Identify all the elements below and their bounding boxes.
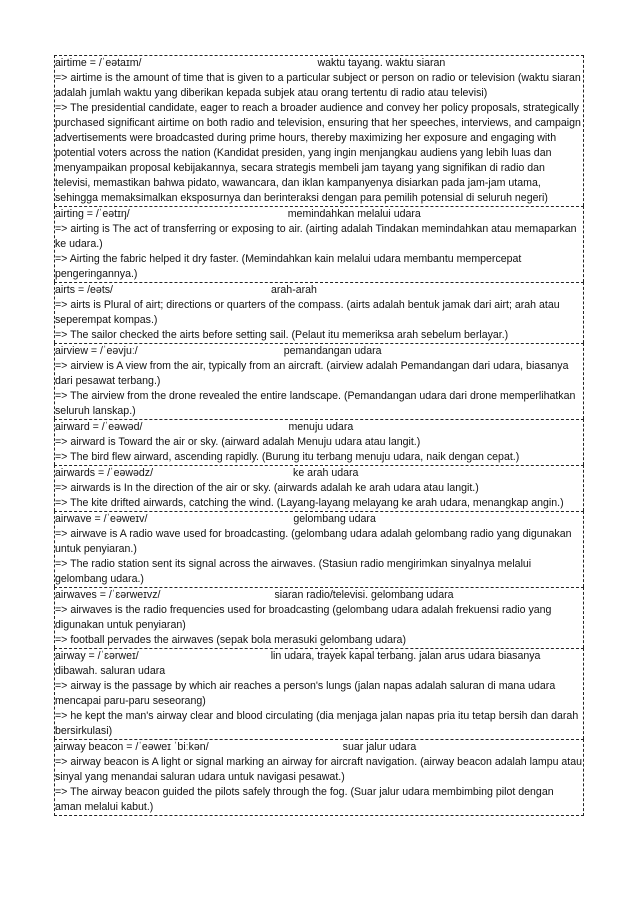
entry-airway-beacon: [54, 739, 584, 816]
headword-line: [55, 466, 583, 481]
meaning: lin udara, trayek kapal terbang. jalan arus udara biasanya dibawah. saluran udara: [55, 650, 541, 677]
entry-airway: [54, 648, 584, 739]
definition-line: => airwave is A radio wave used for broadcasting. (gelombang udara adalah gelombang radio yang digunakan untuk penyiaran.): [55, 528, 572, 555]
headword-line: [55, 512, 583, 527]
definition-line: => airview is A view from the air, typically from an aircraft. (airview adalah Pemandangan dari udara, biasanya dari pesawat terbang.): [55, 360, 569, 387]
headword-line: [55, 283, 583, 298]
entry-airwaves: [54, 587, 584, 648]
definition-line: => airwaves is the radio frequencies used for broadcasting (gelombang udara adalah frekuensi radio yang digunakan untuk penyiaran): [55, 604, 552, 631]
example-line: => Airting the fabric helped it dry faster. (Memindahkan kain melalui udara membantu mempercepat pengeringannya.): [55, 253, 522, 280]
example-line: => The airview from the drone revealed the entire landscape. (Pemandangan udara dari drone memperlihatkan seluruh lanskap.): [55, 390, 576, 417]
headword-line: [55, 740, 583, 755]
definition-line: => airway beacon is A light or signal marking an airway for aircraft navigation. (airway beacon adalah lampu atau sinyal yang menandai saluran udara untuk navigasi pesawat.): [55, 756, 583, 783]
definition-line: => airway is the passage by which air reaches a person's lungs (jalan napas adalah saluran di mana udara mencapai paru-paru seseorang): [55, 680, 556, 707]
headword: airwards = /ˈeəwədz/: [55, 467, 154, 479]
entry-airwards: [54, 465, 584, 511]
headword-line: [55, 56, 583, 71]
meaning: ke arah udara: [293, 467, 359, 479]
meaning: suar jalur udara: [342, 741, 417, 753]
headword-line: [55, 207, 583, 222]
headword-line: [55, 588, 583, 603]
headword-line: [55, 420, 583, 435]
headword: airview = /ˈeəvjuː/: [55, 345, 138, 357]
headword: airwave = /ˈeəweɪv/: [55, 513, 148, 525]
definition-line: => airward is Toward the air or sky. (airward adalah Menuju udara atau langit.): [55, 436, 421, 448]
entry-airting: [54, 206, 584, 282]
example-line: => he kept the man's airway clear and blood circulating (dia menjaga jalan napas pria itu tetap bersih dan darah bersirkulasi): [55, 710, 579, 737]
example-line: => The sailor checked the airts before setting sail. (Pelaut itu memeriksa arah sebelum berlayar.): [55, 329, 509, 341]
headword: airway beacon = /ˈeəweɪ ˈbiːkən/: [55, 741, 209, 753]
meaning: menuju udara: [288, 421, 354, 433]
dictionary-page: [54, 55, 584, 816]
headword: airward = /ˈeəwəd/: [55, 421, 143, 433]
meaning: pemandangan udara: [283, 345, 382, 357]
meaning: arah-arah: [271, 284, 317, 296]
meaning: waktu tayang. waktu siaran: [317, 57, 446, 69]
example-line: => The kite drifted airwards, catching the wind. (Layang-layang melayang ke arah udara, menangkap angin.): [55, 497, 564, 509]
entry-airview: [54, 343, 584, 419]
headword: airting = /ˈeətɪŋ/: [55, 208, 130, 220]
entry-airwave: [54, 511, 584, 587]
meaning: siaran radio/televisi. gelombang udara: [274, 589, 454, 601]
example-line: => The bird flew airward, ascending rapidly. (Burung itu terbang menuju udara, naik dengan cepat.): [55, 451, 520, 463]
headword: airway = /ˈɛərweɪ/: [55, 650, 139, 662]
example-line: => The radio station sent its signal across the airwaves. (Stasiun radio mengirimkan sinyalnya melalui gelombang udara.): [55, 558, 532, 585]
meaning: memindahkan melalui udara: [287, 208, 421, 220]
definition-line: => airwards is In the direction of the air or sky. (airwards adalah ke arah udara atau langit.): [55, 482, 479, 494]
headword-line: [55, 649, 583, 679]
headword: airtime = /ˈeətaɪm/: [55, 57, 142, 69]
example-line: => football pervades the airwaves (sepak bola merasuki gelombang udara): [55, 634, 406, 646]
headword-line: [55, 344, 583, 359]
entry-airtime: [54, 55, 584, 206]
headword: airwaves = /ˈɛərweɪvz/: [55, 589, 161, 601]
definition-line: => airting is The act of transferring or exposing to air. (airting adalah Tindakan memindahkan atau memaparkan ke udara.): [55, 223, 577, 250]
definition-line: => airts is Plural of airt; directions or quarters of the compass. (airts adalah bentuk jamak dari airt; arah atau seperempat kompas.): [55, 299, 560, 326]
entry-airts: [54, 282, 584, 343]
example-line: => The airway beacon guided the pilots safely through the fog. (Suar jalur udara membimbing pilot dengan aman melalui kabut.): [55, 786, 554, 813]
example-line: => The presidential candidate, eager to reach a broader audience and convey her policy proposals, strategically purchased significant airtime on both radio and television, ensuring that her speeches, interviews, and campaign advertisements were broadcasted during prime hours, thereby maximizing her exposure and engaging with potential voters across the nation (Kandidat presiden, yang ingin menjangkau audiens yang lebih luas dan menyampaikan proposal kebijakannya, secara strategis membeli jam tayang yang signifikan di radio dan televisi, memastikan bahwa pidato, wawancara, dan iklan kampanyenya disiarkan pada jam-jam utama, sehingga memaksimalkan eksposurnya dan berinteraksi dengan para pemilih potensial di seluruh negeri): [55, 102, 581, 204]
meaning: gelombang udara: [293, 513, 376, 525]
definition-line: => airtime is the amount of time that is given to a particular subject or person on radio or television (waktu siaran adalah jumlah waktu yang diberikan kepada subjek atau orang tertentu di radio atau televisi): [55, 72, 581, 99]
headword: airts = /eəts/: [55, 284, 113, 296]
entry-airward: [54, 419, 584, 465]
